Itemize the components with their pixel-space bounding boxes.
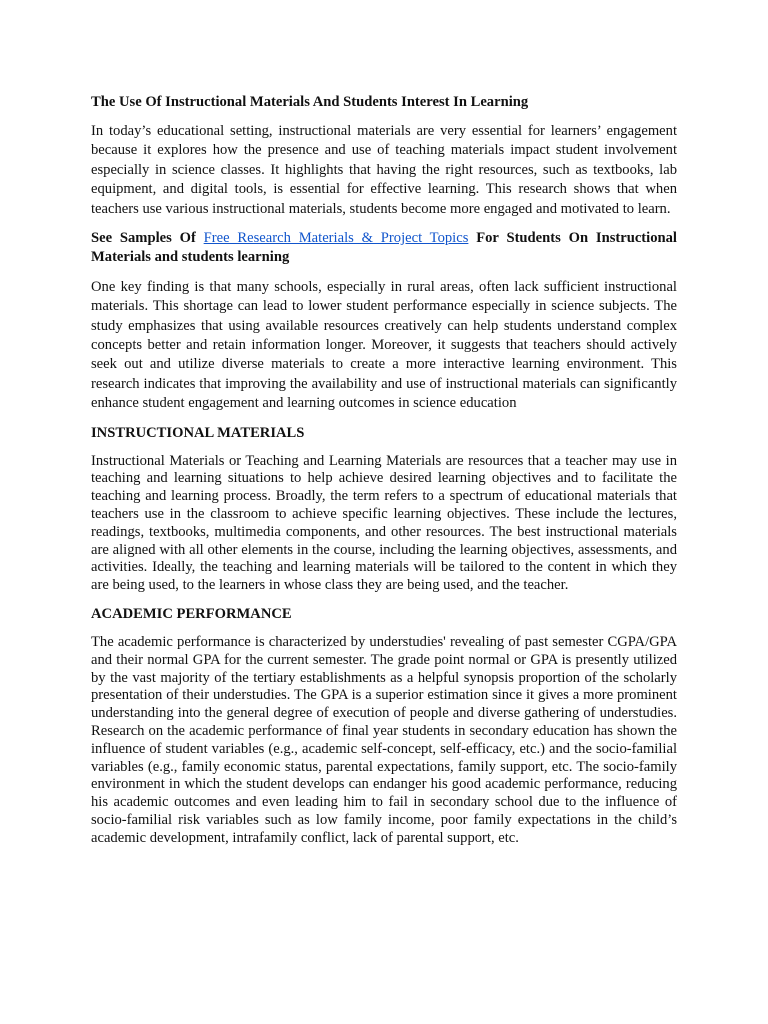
section-heading-academic-performance: ACADEMIC PERFORMANCE [91, 606, 292, 623]
section-heading-instructional-materials: INSTRUCTIONAL MATERIALS [91, 424, 305, 441]
intro-paragraph: In today’s educational setting, instructional materials are very essential for learners’ engagement because it explores how the presence and use of teaching materials impact student involvement especially in science classes. It highlights that having the right resources, such as textbooks, lab equipment, and digital tools, is essential for effective learning. This research shows that when teachers use various instructional materials, students become more engaged and motivated to learn. [91, 123, 677, 217]
samples-suffix: For Students On Instructional Materials and students learning [91, 230, 677, 266]
finding-paragraph: One key finding is that many schools, especially in rural areas, often lack sufficient instructional materials. This shortage can lead to lower student performance especially in science subjects. The study emphasizes that using available resources creatively can help students understand complex concepts better and retain information longer. Moreover, it suggests that teachers should actively seek out and utilize diverse materials to create a more interactive learning environment. This research indicates that improving the availability and use of instructional materials can significantly enhance student engagement and learning outcomes in science education [91, 278, 677, 412]
section-body-instructional-materials: Instructional Materials or Teaching and Learning Materials are resources that a teacher may use in teaching and learning situations to help achieve desired learning objectives and to facilitate the teaching and learning process. Broadly, the term refers to a spectrum of educational materials that teachers use in the classroom to achieve specific learning objectives. These include the lectures, readings, textbooks, multimedia components, and other resources. The best instructional materials are aligned with all other elements in the course, including the learning objectives, assessments, and activities. Ideally, the teaching and learning materials will be tailored to the content in which they are being used, to the learners in whose class they are being used, and the teacher. [91, 452, 677, 594]
document-page [91, 93, 677, 858]
samples-prefix: See Samples Of [91, 230, 204, 247]
research-materials-link[interactable]: Free Research Materials & Project Topics [203, 230, 469, 247]
samples-paragraph [91, 229, 677, 268]
document-title: The Use Of Instructional Materials And Students Interest In Learning [91, 94, 529, 110]
section-body-academic-performance: The academic performance is characterized by understudies' revealing of past semester CGPA/GPA and their normal GPA for the current semester. The grade point normal or GPA is presently utilized by the vast majority of the tertiary establishments as a helpful synopsis proportion of the scholarly presentation of their understudies. The GPA is a superior estimation since it gives a more prominent understanding into the general degree of execution of people and diverse gathering of understudies. Research on the academic performance of final year students in secondary education has shown the influence of student variables (e.g., academic self-concept, self-efficacy, etc.) and the socio-familial variables (e.g., family economic status, parental expectations, family support, etc. The socio-family environment in which the student develops can endanger his good academic performance, reducing his academic outcomes and even leading him to fail in secondary school due to the influence of socio-familial risk variables such as low family income, poor family expectations in the child’s academic development, intrafamily conflict, lack of parental support, etc. [91, 634, 677, 846]
